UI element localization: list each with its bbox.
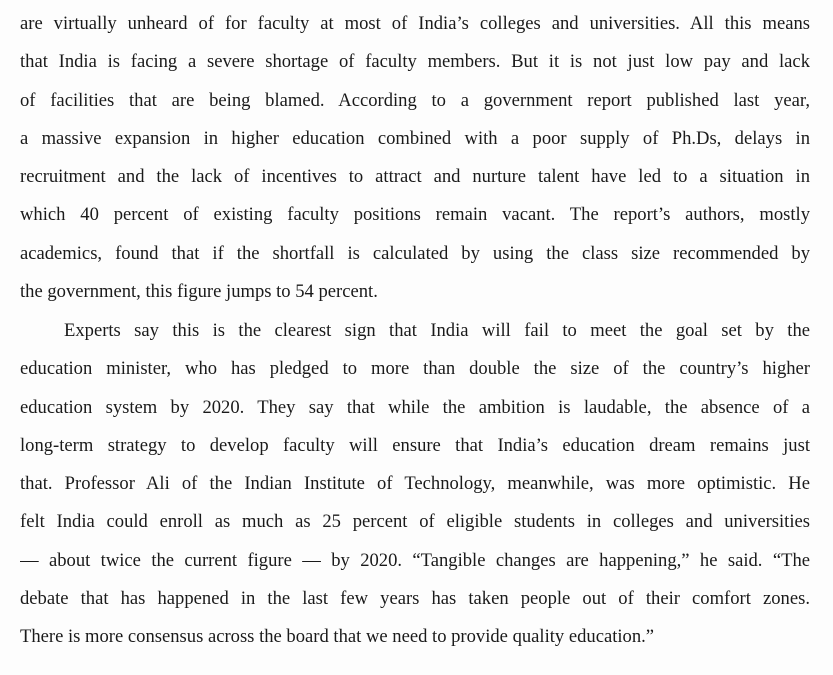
text-line: that. Professor Ali of the Indian Institute of Technology, meanwhile, was more optimistic. He bbox=[20, 473, 810, 495]
text-line: debate that has happened in the last few years has taken people out of their comfort zones. bbox=[20, 588, 810, 610]
paragraph-2 bbox=[20, 312, 810, 657]
text-line: — about twice the current figure — by 2020. “Tangible changes are happening,” he said. “The bbox=[20, 549, 810, 571]
paragraph-1 bbox=[20, 5, 810, 311]
text-line: There is more consensus across the board that we need to provide quality education.” bbox=[20, 626, 655, 648]
text-line: the government, this figure jumps to 54 percent. bbox=[20, 281, 378, 303]
text-line: academics, found that if the shortfall is calculated by using the class size recommended by bbox=[20, 242, 810, 264]
text-line: of facilities that are being blamed. According to a government report published last year, bbox=[20, 89, 810, 111]
text-line: a massive expansion in higher education combined with a poor supply of Ph.Ds, delays in bbox=[20, 127, 810, 149]
text-line: felt India could enroll as much as 25 percent of eligible students in colleges and universities bbox=[20, 511, 810, 533]
text-line: recruitment and the lack of incentives to attract and nurture talent have led to a situation in bbox=[20, 166, 810, 188]
text-line: Experts say this is the clearest sign that India will fail to meet the goal set by the bbox=[64, 320, 810, 341]
text-line: education minister, who has pledged to more than double the size of the country’s higher bbox=[20, 358, 810, 380]
text-line: education system by 2020. They say that while the ambition is laudable, the absence of a bbox=[20, 396, 810, 418]
text-line: are virtually unheard of for faculty at most of India’s colleges and universities. All this means bbox=[20, 13, 810, 34]
text-line: which 40 percent of existing faculty positions remain vacant. The report’s authors, mostly bbox=[20, 204, 810, 226]
text-line: long-term strategy to develop faculty will ensure that India’s education dream remains just bbox=[20, 434, 810, 456]
text-line: that India is facing a severe shortage of faculty members. But it is not just low pay and lack bbox=[20, 51, 810, 73]
